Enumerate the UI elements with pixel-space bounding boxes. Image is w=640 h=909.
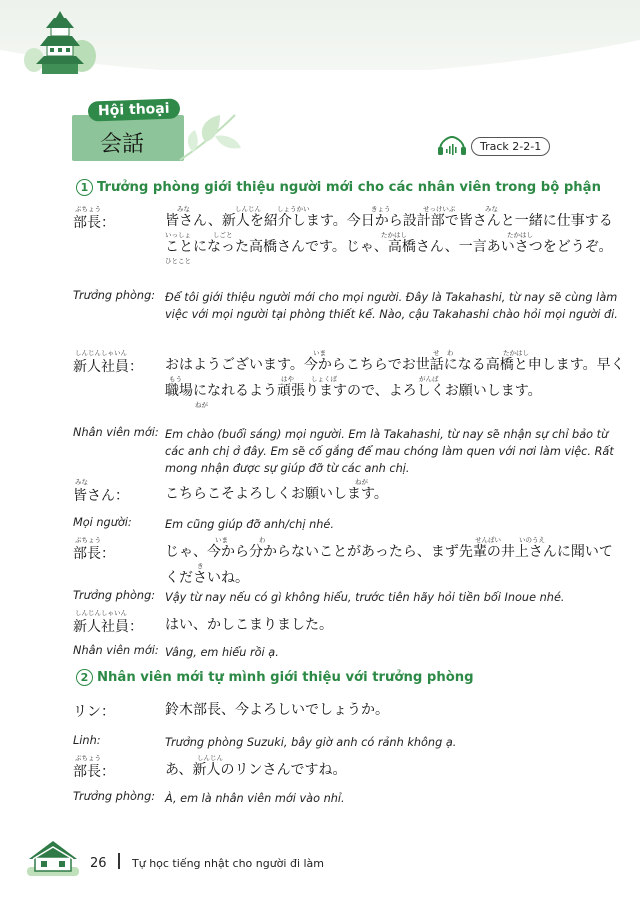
jp-text: おはようございます。今からこちらでお世話になる高橋と申します。早く職場になれるよう頑張りますので、よろしくお願いします。 bbox=[165, 357, 625, 399]
vn-speaker: Nhân viên mới: bbox=[73, 644, 159, 657]
furigana: わ bbox=[259, 536, 266, 544]
jp-text: あ、新人のリンさんですね。 bbox=[165, 762, 347, 778]
castle-icon bbox=[20, 8, 100, 80]
furigana: きょう bbox=[371, 205, 391, 213]
furigana: しょくば bbox=[311, 375, 337, 383]
furigana: ねが bbox=[355, 478, 368, 486]
vn-text: Vâng, em hiểu rồi ạ. bbox=[165, 646, 279, 659]
speaker-jp: 部長： bbox=[73, 215, 115, 231]
furigana: もう bbox=[169, 375, 182, 383]
furigana: いま bbox=[313, 349, 326, 357]
furigana: いま bbox=[215, 536, 228, 544]
section-2-heading bbox=[76, 669, 474, 686]
vn-speaker: Mọi người: bbox=[73, 516, 132, 529]
section-2-title: Nhân viên mới tự mình giới thiệu với trưởng phòng bbox=[97, 670, 474, 685]
furigana: せ bbox=[433, 349, 440, 357]
speaker-jp: 部長： bbox=[73, 546, 115, 562]
furigana: いのうえ bbox=[519, 536, 545, 544]
leaf-icon bbox=[175, 110, 245, 165]
vn-text: Để tôi giới thiệu người mới cho mọi người. Đây là Takahashi, từ nay sẽ cùng làm việc với mọi người tại phòng thiết kế. Nào, cậu Takahashi chào hỏi mọi người đi. bbox=[165, 291, 618, 321]
speaker-furigana: ぶちょう bbox=[75, 754, 101, 762]
section-1-title: Trưởng phòng giới thiệu người mới cho các nhân viên trong bộ phận bbox=[97, 180, 601, 195]
furigana: ねが bbox=[195, 401, 208, 409]
vn-speaker: Linh: bbox=[73, 734, 101, 747]
furigana: たかはし bbox=[507, 231, 533, 239]
furigana: しんじん bbox=[235, 205, 261, 213]
speaker-furigana: みな bbox=[75, 478, 88, 486]
vn-speaker: Trưởng phòng: bbox=[73, 790, 156, 803]
furigana: がんば bbox=[419, 375, 439, 383]
furigana: みな bbox=[177, 205, 190, 213]
jp-text: こちらこそよろしくお願いします。 bbox=[165, 486, 388, 502]
furigana: ひとこと bbox=[165, 257, 191, 265]
vn-text: Vậy từ nay nếu có gì không hiểu, trước tiên hãy hỏi tiền bối Inoue nhé. bbox=[165, 591, 565, 604]
furigana: き bbox=[197, 562, 204, 570]
speaker-furigana: ぶちょう bbox=[75, 536, 101, 544]
speaker-jp: 新人社員： bbox=[73, 619, 143, 635]
furigana: しんじん bbox=[197, 754, 223, 762]
vn-text: Trưởng phòng Suzuki, bây giờ anh có rảnh không ạ. bbox=[165, 736, 457, 749]
speaker-jp: 皆さん： bbox=[73, 488, 129, 504]
page-number: 26 bbox=[90, 856, 107, 871]
house-icon bbox=[25, 837, 81, 877]
furigana: たかはし bbox=[503, 349, 529, 357]
furigana: いっしょ bbox=[165, 231, 191, 239]
headphones-icon bbox=[437, 136, 467, 156]
section-1-number: 1 bbox=[76, 179, 93, 196]
furigana: たかはし bbox=[381, 231, 407, 239]
furigana: しょうかい bbox=[277, 205, 310, 213]
vn-text: À, em là nhân viên mới vào nhỉ. bbox=[165, 792, 345, 805]
footer-divider bbox=[118, 853, 120, 869]
speaker-jp: リン： bbox=[73, 704, 115, 720]
vn-speaker: Trưởng phòng: bbox=[73, 289, 156, 302]
speaker-furigana: しんじんしゃいん bbox=[75, 609, 127, 617]
speaker-furigana: ぶちょう bbox=[75, 205, 101, 213]
jp-text: はい、かしこまりました。 bbox=[165, 617, 333, 633]
furigana: はや bbox=[281, 375, 294, 383]
furigana: せんぱい bbox=[475, 536, 501, 544]
vn-speaker: Nhân viên mới: bbox=[73, 426, 159, 439]
book-title: Tự học tiếng nhật cho người đi làm bbox=[132, 857, 325, 870]
furigana: しごと bbox=[213, 231, 233, 239]
speaker-furigana: しんじんしゃいん bbox=[75, 349, 127, 357]
furigana: せっけいぶ bbox=[423, 205, 456, 213]
vn-speaker: Trưởng phòng: bbox=[73, 589, 156, 602]
jp-text: 鈴木部長、今よろしいでしょうか。 bbox=[165, 702, 389, 718]
section-1-heading bbox=[76, 179, 601, 196]
page-title: 会話 bbox=[100, 132, 145, 157]
jp-text: 皆さん、新人を紹介します。今日から設計部で皆さんと一緒に仕事することになった高橋さんです。じゃ、高橋さん、一言あいさつをどうぞ。 bbox=[165, 213, 613, 255]
section-2-number: 2 bbox=[76, 669, 93, 686]
track-badge[interactable] bbox=[437, 136, 550, 156]
track-label: Track 2-2-1 bbox=[471, 137, 550, 156]
section-tag: Hội thoại bbox=[88, 98, 180, 121]
furigana: わ bbox=[447, 349, 454, 357]
vn-text: Em chào (buổi sáng) mọi người. Em là Takahashi, từ nay sẽ nhận sự chỉ bảo từ các anh chị ở đây. Em sẽ cố gắng để mau chóng làm quen với nơi làm việc. Rất mong nhận được sự giúp đỡ từ các anh chị. bbox=[165, 428, 614, 475]
jp-text: じゃ、今から分からないことがあったら、まず先輩の井上さんに聞いてくださいね。 bbox=[165, 544, 613, 586]
speaker-jp: 部長： bbox=[73, 764, 115, 780]
vn-text: Em cũng giúp đỡ anh/chị nhé. bbox=[165, 518, 334, 531]
furigana: みな bbox=[485, 205, 498, 213]
speaker-jp: 新人社員： bbox=[73, 359, 143, 375]
